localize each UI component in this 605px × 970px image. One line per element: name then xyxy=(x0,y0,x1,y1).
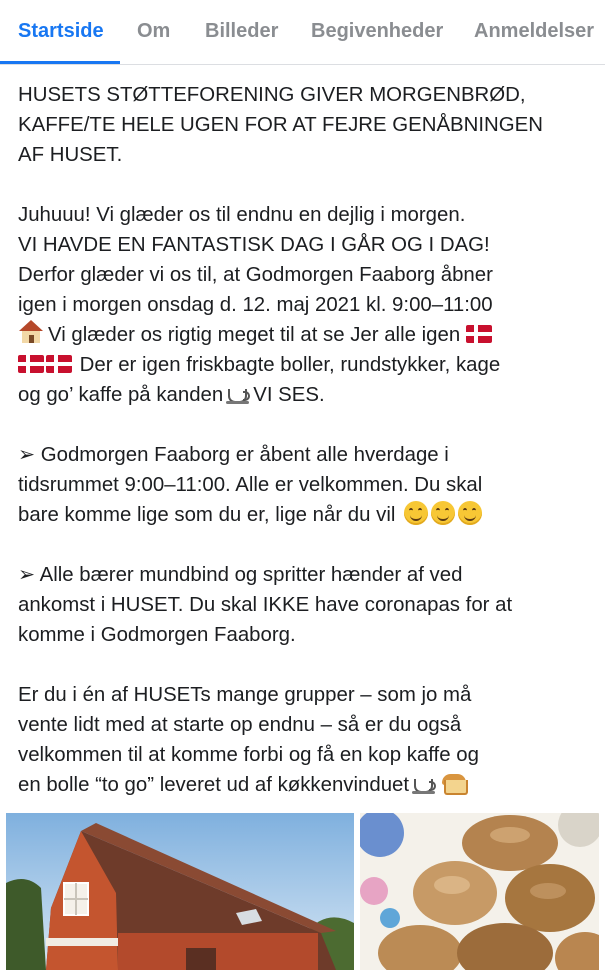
text-line: VI HAVDE EN FANTASTISK DAG I GÅR OG I DAG! xyxy=(18,234,490,256)
text-line: ankomst i HUSET. Du skal IKKE have coronapas for at xyxy=(18,594,513,616)
text-line xyxy=(18,350,598,380)
tab-anmeldelser[interactable]: Anmeldelser xyxy=(474,20,595,42)
bread-rolls-image xyxy=(360,813,599,970)
text-fragment: Vi glæder os rigtig meget til at se Jer alle igen xyxy=(48,324,461,346)
text-line: tidsrummet 9:00–11:00. Alle er velkommen. Du skal xyxy=(18,474,483,496)
text-fragment: VI SES. xyxy=(253,384,325,406)
danish-flag-icon xyxy=(18,355,44,373)
post-paragraph-hours xyxy=(18,440,598,530)
headline-line: AF HUSET. xyxy=(18,144,123,166)
post-paragraph-rules xyxy=(18,560,598,650)
smiling-face-icon xyxy=(404,501,428,525)
coffee-cup-icon xyxy=(412,772,436,794)
danish-flag-icon xyxy=(46,355,72,373)
headline-line: KAFFE/TE HELE UGEN FOR AT FEJRE GENÅBNINGEN xyxy=(18,114,543,136)
text-fragment: og go’ kaffe på kanden xyxy=(18,384,224,406)
text-line xyxy=(18,380,598,410)
headline-line: HUSETS STØTTEFORENING GIVER MORGENBRØD, xyxy=(18,84,526,106)
smiling-face-icon xyxy=(458,501,482,525)
text-fragment: Alle bærer mundbind og spritter hænder af ved xyxy=(39,564,463,586)
text-line xyxy=(18,560,598,590)
text-fragment: en bolle “to go” leveret ud af køkkenvinduet xyxy=(18,774,410,796)
tab-om[interactable]: Om xyxy=(137,20,171,42)
text-line: vente lidt med at starte op endnu – så er du også xyxy=(18,714,462,736)
text-fragment: Godmorgen Faaborg er åbent alle hverdage i xyxy=(40,444,449,466)
text-line: Er du i én af HUSETs mange grupper – som jo må xyxy=(18,684,472,706)
text-line xyxy=(18,500,598,530)
text-fragment: Der er igen friskbagte boller, rundstykker, kage xyxy=(79,354,501,376)
tab-billeder[interactable]: Billeder xyxy=(205,20,279,42)
text-fragment: bare komme lige som du er, lige når du vil xyxy=(18,504,396,526)
house-photo-image xyxy=(6,813,354,970)
bread-rolls-photo[interactable] xyxy=(360,813,599,970)
text-line: velkommen til at komme forbi og få en kop kaffe og xyxy=(18,744,479,766)
post-headline xyxy=(18,80,598,170)
house-icon xyxy=(18,320,44,344)
tab-begivenheder[interactable]: Begivenheder xyxy=(311,20,444,42)
post-photos xyxy=(0,813,605,970)
house-photo[interactable] xyxy=(6,813,354,970)
text-line xyxy=(18,770,598,800)
smiling-face-icon xyxy=(431,501,455,525)
post-paragraph-groups xyxy=(18,680,598,800)
text-line: komme i Godmorgen Faaborg. xyxy=(18,624,296,646)
arrow-bullet-icon: ➢ xyxy=(18,564,36,586)
text-line: Juhuuu! Vi glæder os til endnu en dejlig i morgen. xyxy=(18,204,466,226)
text-line: igen i morgen onsdag d. 12. maj 2021 kl. 9:00–11:00 xyxy=(18,294,493,316)
text-line xyxy=(18,320,598,350)
danish-flag-icon xyxy=(466,325,492,343)
active-tab-indicator xyxy=(0,61,120,64)
post-text xyxy=(18,80,598,800)
page-tabs xyxy=(0,0,605,65)
arrow-bullet-icon: ➢ xyxy=(18,444,36,466)
coffee-cup-icon xyxy=(226,382,250,404)
text-line: Derfor glæder vi os til, at Godmorgen Faaborg åbner xyxy=(18,264,493,286)
text-line xyxy=(18,440,598,470)
post-paragraph-intro xyxy=(18,200,598,410)
tab-startside[interactable]: Startside xyxy=(18,20,104,42)
bread-icon xyxy=(441,772,467,794)
